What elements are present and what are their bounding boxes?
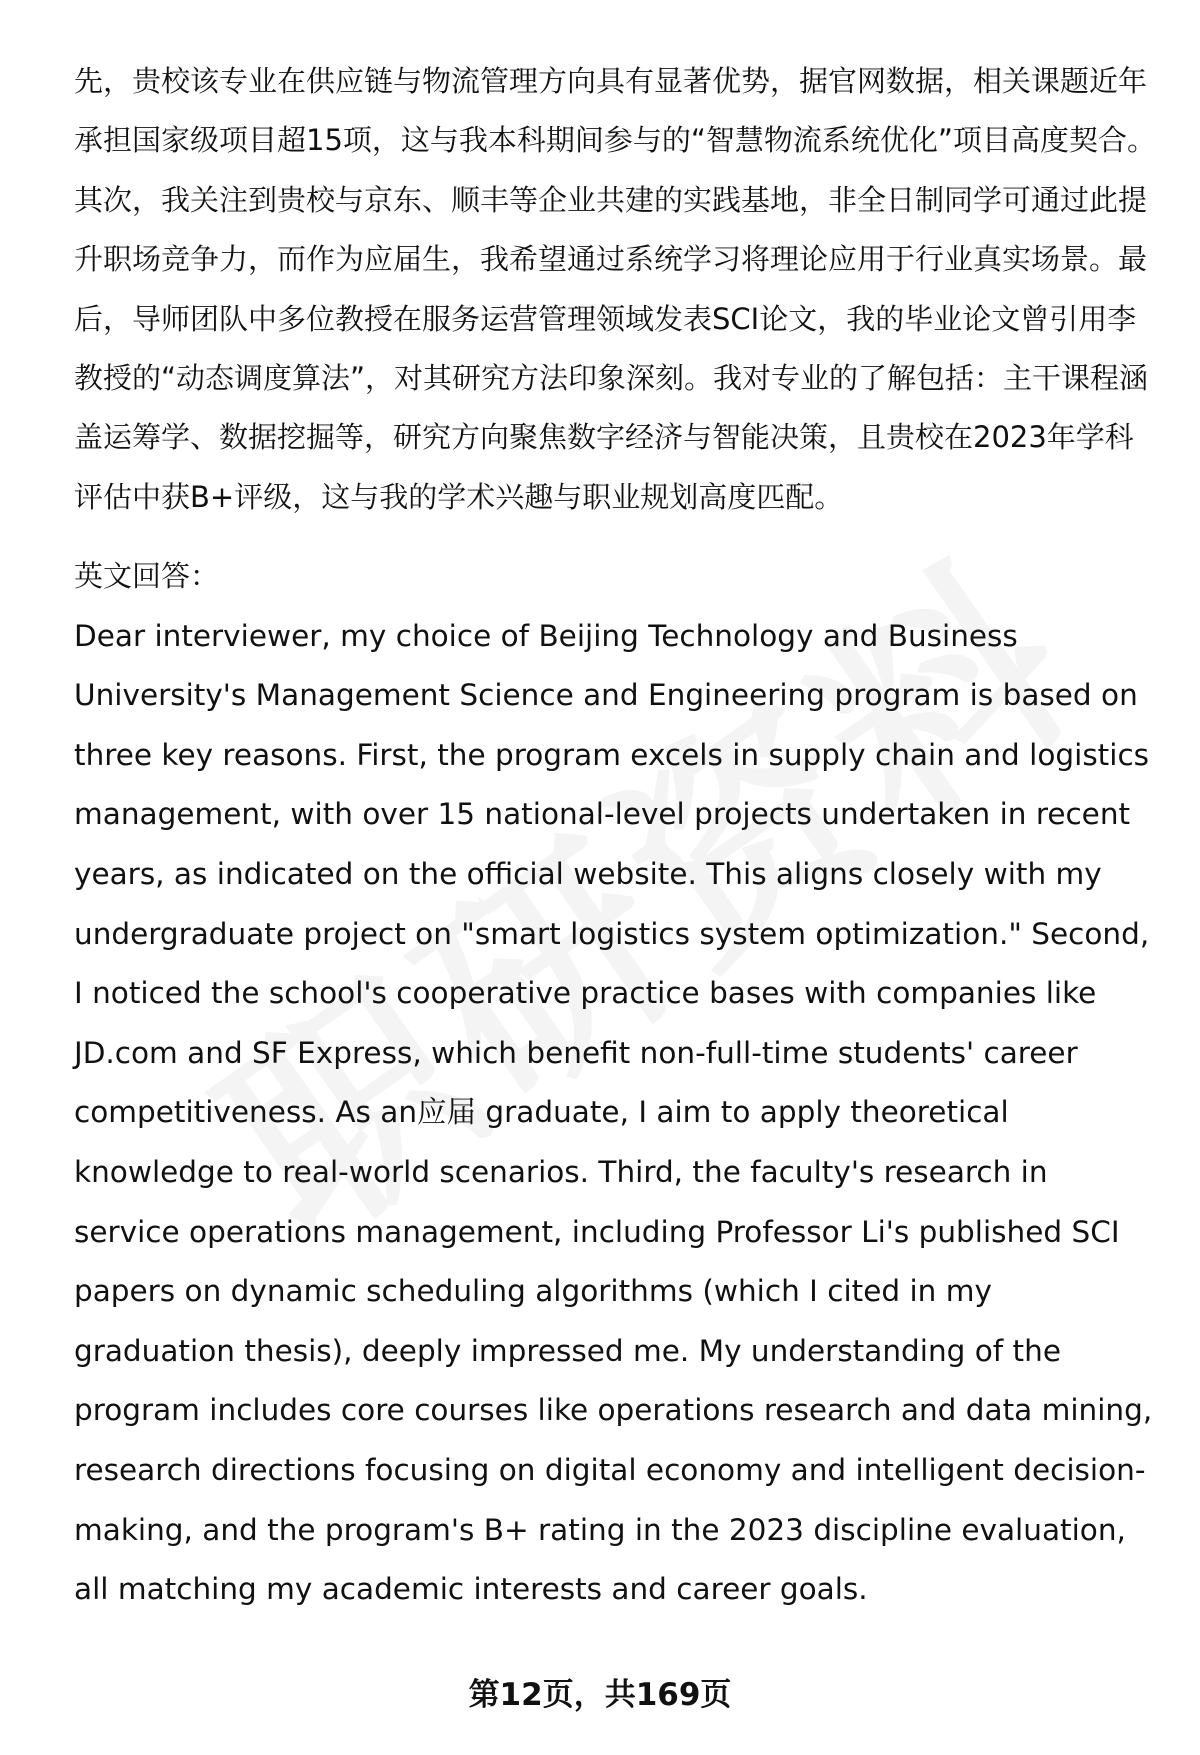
english-answer-label: 英文回答： [74,559,220,594]
chinese-answer-paragraph: 先，贵校该专业在供应链与物流管理方向具有显著优势，据官网数据，相关课题近年承担国家级项目超15项，这与我本科期间参与的“智慧物流系统优化”项目高度契合。其次，我关注到贵校与京东、顺丰等企业共建的实践基地，非全日制同学可通过此提升职场竞争力，而作为应届生，我希望通过系统学习将理论应用于行业真实场景。最后，导师团队中多位教授在服务运营管理领域发表SCI论文，我的毕业论文曾引用李教授的“动态调度算法”，对其研究方法印象深刻。我对专业的了解包括：主干课程涵盖运筹学、数据挖掘等，研究方向聚焦数字经济与智能决策，且贵校在2023年学科评估中获B+评级，这与我的学术兴趣与职业规划高度匹配。 [74,64,1156,514]
page-number: 第12页，共169页 [468,1677,732,1713]
document-body [74,52,1160,1620]
english-answer-paragraph: Dear interviewer, my choice of Beijing Technology and Business University's Management Science and Engineering program is based on three key reasons. First, the program excels in supply chain and logistics management, with over 15 national-level projects undertaken in recent years, as indicated on the official website. This aligns closely with my undergraduate project on "smart logistics system optimization." Second, I noticed the school's cooperative practice bases with companies like JD.com and SF Express, which benefit non-full-time students' career competitiveness. As an应届 graduate, I aim to apply theoretical knowledge to real-world scenarios. Third, the faculty's research in service operations management, including Professor Li's published SCI papers on dynamic scheduling algorithms (which I cited in my graduation thesis), deeply impressed me. My understanding of the program includes core courses like operations research and data mining, research directions focusing on digital economy and intelligent decision-making, and the program's B+ rating in the 2023 discipline evaluation, all matching my academic interests and career goals. [74,618,1153,1607]
